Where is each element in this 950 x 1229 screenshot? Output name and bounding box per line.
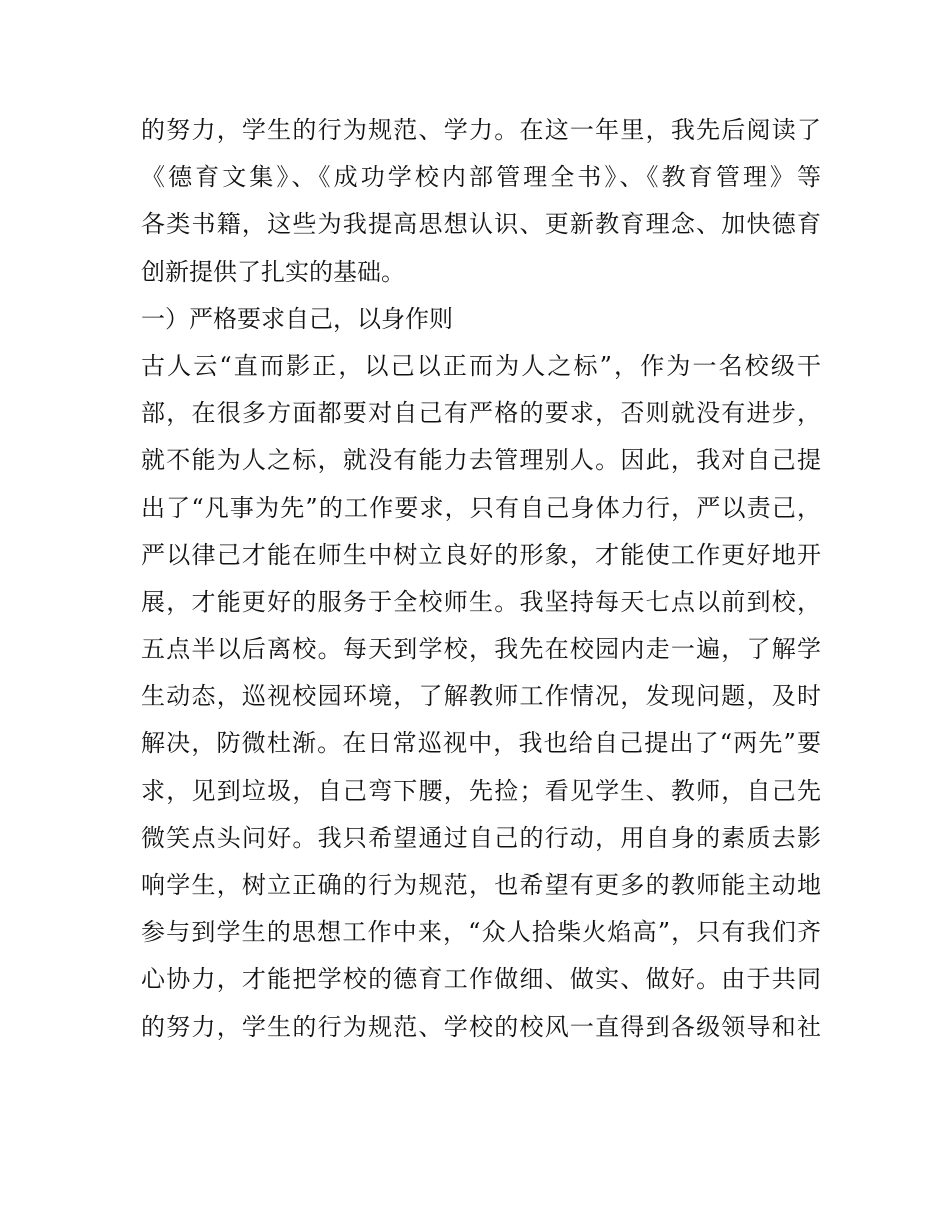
text-line: 部，在很多方面都要对自己有严格的要求，否则就没有进步， bbox=[141, 399, 821, 428]
text-line: 创新提供了扎实的基础。 bbox=[141, 257, 405, 286]
text-line: 参与到学生的思想工作中来，“众人拾柴火焰高”，只有我们齐 bbox=[141, 918, 821, 947]
text-line: 出了“凡事为先”的工作要求，只有自己身体力行，严以责己， bbox=[141, 493, 821, 522]
body-text bbox=[141, 107, 821, 1051]
text-line: 生动态，巡视校园环境，了解教师工作情况，发现问题，及时 bbox=[141, 682, 821, 711]
text-line: 展，才能更好的服务于全校师生。我坚持每天七点以前到校， bbox=[141, 587, 821, 616]
text-line: 的努力，学生的行为规范、学校的校风一直得到各级领导和社 bbox=[141, 1012, 821, 1041]
text-line: 《德育文集》、《成功学校内部管理全书》、《教育管理》等 bbox=[141, 163, 821, 192]
text-line: 古人云“直而影正，以己以正而为人之标”，作为一名校级干 bbox=[141, 351, 821, 380]
text-line: 的努力，学生的行为规范、学力。在这一年里，我先后阅读了 bbox=[141, 116, 821, 144]
text-line: 响学生，树立正确的行为规范，也希望有更多的教师能主动地 bbox=[141, 871, 821, 899]
text-line: 解决，防微杜渐。在日常巡视中，我也给自己提出了“两先”要 bbox=[141, 729, 821, 758]
text-line: 就不能为人之标，就没有能力去管理别人。因此，我对自己提 bbox=[141, 446, 821, 475]
text-line: 五点半以后离校。每天到学校，我先在校园内走一遍，了解学 bbox=[141, 635, 821, 664]
text-line: 求，见到垃圾，自己弯下腰，先捡；看见学生、教师，自己先 bbox=[141, 776, 821, 805]
text-line: 微笑点头问好。我只希望通过自己的行动，用自身的素质去影 bbox=[141, 823, 821, 852]
text-line: 一）严格要求自己，以身作则 bbox=[141, 304, 453, 333]
text-line: 严以律己才能在师生中树立良好的形象，才能使工作更好地开 bbox=[141, 540, 821, 569]
text-line: 各类书籍，这些为我提高思想认识、更新教育理念、加快德育 bbox=[141, 210, 821, 239]
text-line: 心协力，才能把学校的德育工作做细、做实、做好。由于共同 bbox=[141, 965, 821, 994]
